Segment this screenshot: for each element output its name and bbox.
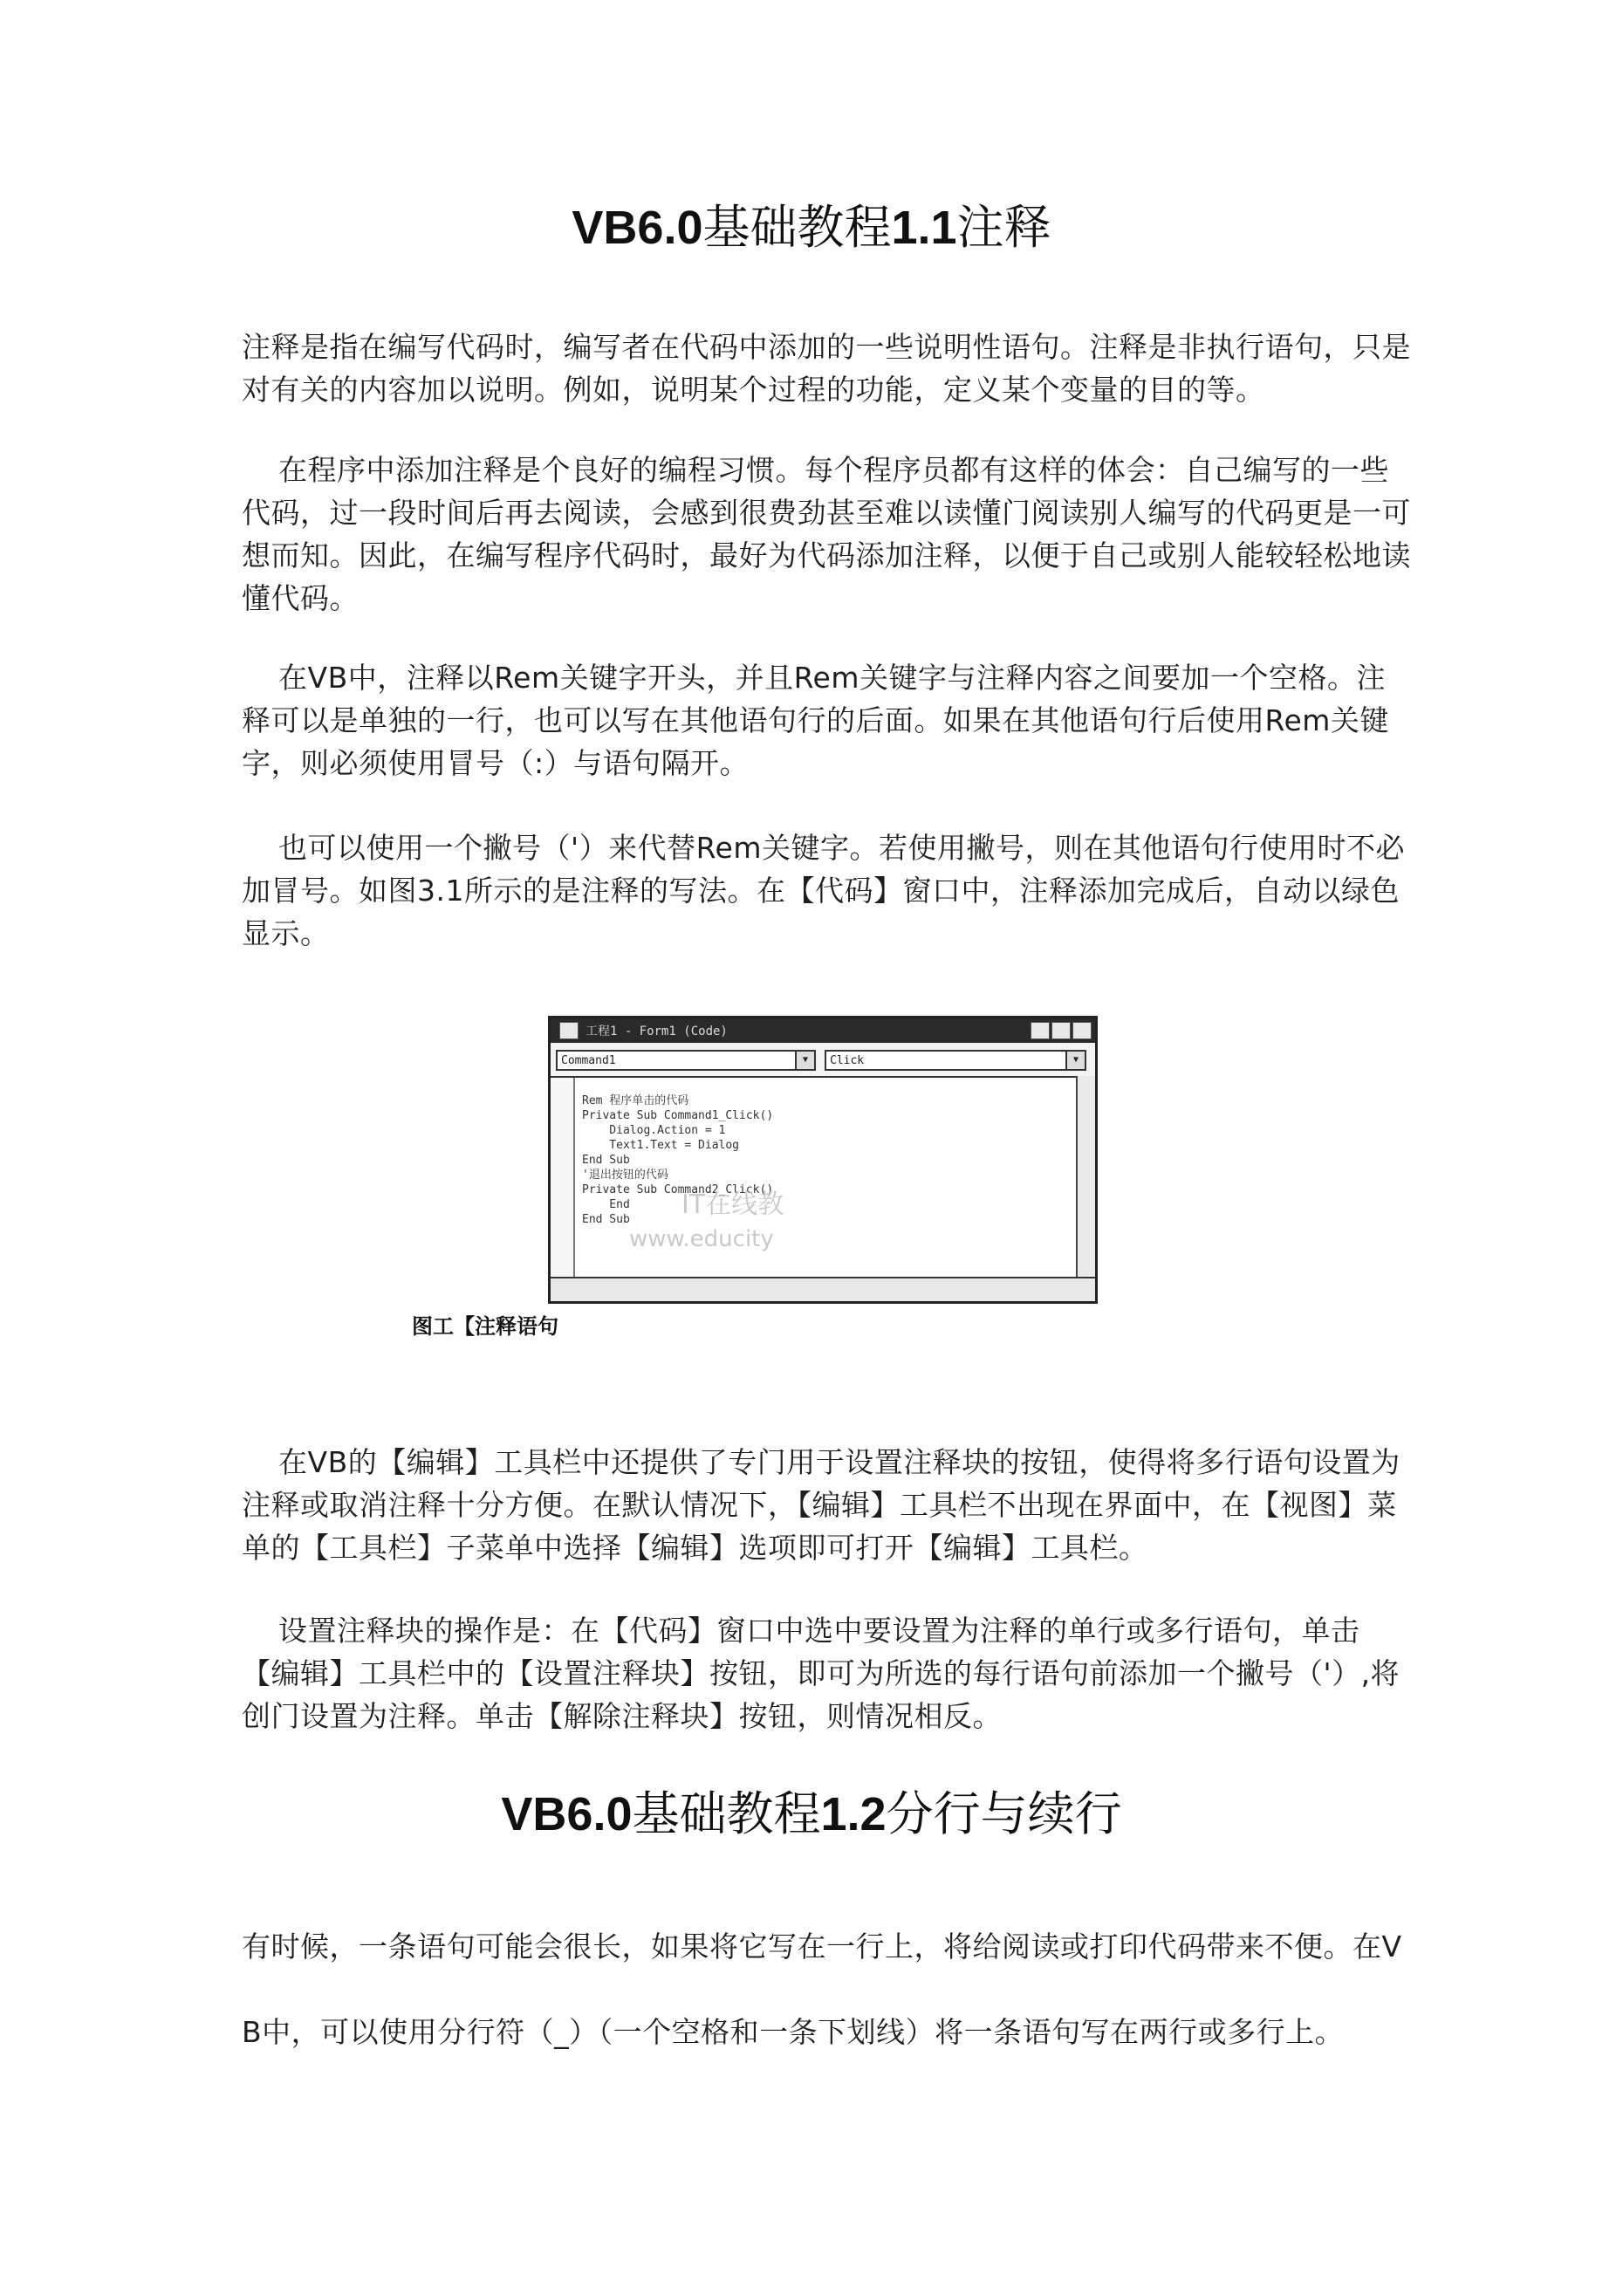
vertical-scrollbar: [1076, 1076, 1095, 1277]
procedure-combo-value: Click: [830, 1054, 865, 1067]
code-line: End: [582, 1198, 630, 1211]
title-text: 基础教程: [632, 1786, 821, 1841]
title-version: VB6.0: [501, 1788, 633, 1840]
title-version: VB6.0: [572, 202, 703, 254]
paragraph-4: 也可以使用一个撇号（'）来代替Rem关键字。若使用撇号，则在其他语句行使用时不必加冒号。如图3.1所示的是注释的写法。在【代码】窗口中，注释添加完成后，自动以绿色显示。: [242, 831, 1405, 950]
title-number: 1.1: [891, 202, 957, 254]
code-line: End Sub: [582, 1154, 630, 1167]
figure-titlebar: [551, 1018, 1095, 1043]
code-line: Private Sub Command1_Click(): [582, 1109, 774, 1122]
code-area: [551, 1076, 1083, 1278]
title-topic: 分行与续行: [886, 1786, 1122, 1841]
code-line: Rem 程序单击的代码: [582, 1094, 689, 1107]
code-line: Text1.Text = Dialog: [582, 1139, 740, 1152]
minimize-icon: [1031, 1022, 1050, 1039]
watermark-url: www.educity: [629, 1226, 774, 1252]
paragraph-6: 设置注释块的操作是：在【代码】窗口中选中要设置为注释的单行或多行语句，单击【编辑】工具栏中的【设置注释块】按钮，即可为所选的每行语句前添加一个撇号（'）,将创门设置为注释。单击【解除注释块】按钮，则情况相反。: [242, 1614, 1400, 1733]
section-1-title: [0, 199, 1623, 257]
paragraph-5: 在VB的【编辑】工具栏中还提供了专门用于设置注释块的按钮，使得将多行语句设置为注释或取消注释十分方便。在默认情况下，【编辑】工具栏不出现在界面中，在【视图】菜单的【工具栏】子菜单中选择【编辑】选项即可打开【编辑】工具栏。: [242, 1445, 1400, 1565]
section-2-title: [0, 1785, 1623, 1843]
system-menu-icon: [559, 1022, 579, 1039]
paragraph-3: 在VB中，注释以Rem关键字开头，并且Rem关键字与注释内容之间要加一个空格。注释可以是单独的一行，也可以写在其他语句行的后面。如果在其他语句行后使用Rem关键字，则必须使用冒号（:）与语句隔开。: [242, 661, 1389, 780]
code-line: Private Sub Command2_Click(): [582, 1183, 774, 1196]
figure-window-title: 工程1 - Form1 (Code): [586, 1025, 728, 1038]
maximize-icon: [1051, 1022, 1071, 1039]
watermark-text: IT在线教: [681, 1189, 784, 1220]
title-number: 1.2: [820, 1788, 887, 1840]
object-combo-value: Command1: [561, 1054, 616, 1067]
procedure-combo: [825, 1050, 1086, 1071]
paragraph-1: 注释是指在编写代码时，编写者在代码中添加的一些说明性语句。注释是非执行语句，只是对有关的内容加以说明。例如，说明某个过程的功能，定义某个变量的目的等。: [242, 330, 1411, 407]
chevron-down-icon: ▼: [1065, 1052, 1085, 1069]
title-topic: 注释: [956, 200, 1051, 255]
paragraph-7: 有时候，一条语句可能会很长，如果将它写在一行上，将给阅读或打印代码带来不便。在VB中，可以使用分行符（_）（一个空格和一条下划线）将一条语句写在两行或多行上。: [242, 1929, 1402, 2049]
close-icon: [1072, 1022, 1092, 1039]
code-line: '退出按钮的代码: [582, 1169, 668, 1182]
code-line: End Sub: [582, 1213, 630, 1226]
code-window-figure: [548, 1016, 1098, 1304]
horizontal-scrollbar: [551, 1277, 1095, 1301]
figure-caption: 图工【注释语句: [412, 1314, 558, 1339]
code-line: Dialog.Action = 1: [582, 1124, 726, 1137]
title-text: 基础教程: [702, 200, 892, 255]
code-gutter: [551, 1078, 575, 1278]
chevron-down-icon: ▼: [795, 1052, 814, 1069]
object-combo: [556, 1050, 816, 1071]
paragraph-2: 在程序中添加注释是个良好的编程习惯。每个程序员都有这样的体会：自己编写的一些代码，过一段时间后再去阅读，会感到很费劲甚至难以读懂门阅读别人编写的代码更是一可想而知。因此，在编写程序代码时，最好为代码添加注释，以便于自己或别人能较轻松地读懂代码。: [242, 453, 1411, 615]
